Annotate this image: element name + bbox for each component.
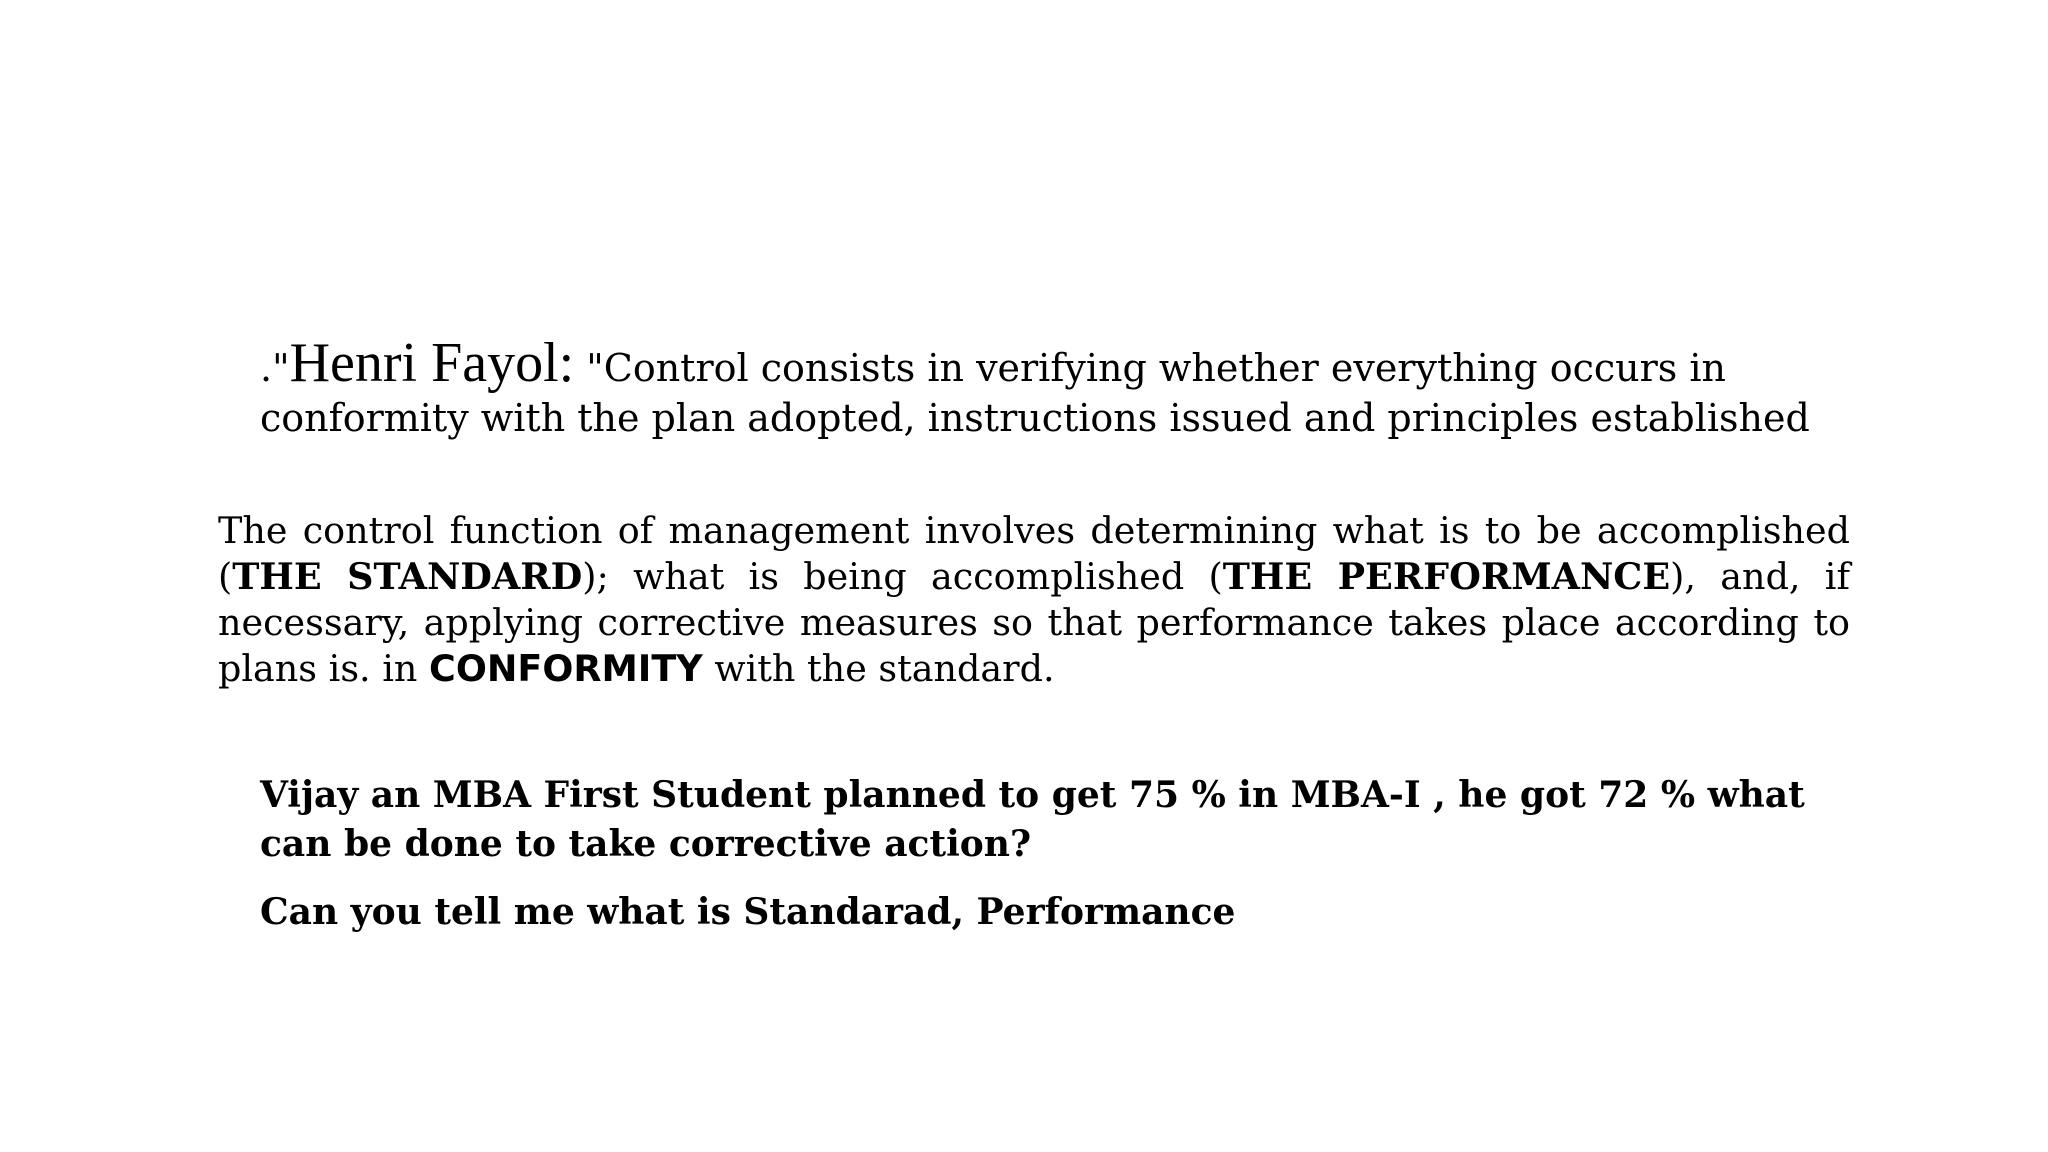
paragraph-text-3: ), and, if necessary, applying corrective measures so that performance takes place according to plans is. in bbox=[218, 555, 1850, 690]
quote-line-2: conformity with the plan adopted, instructions issued and principles established bbox=[260, 396, 1810, 440]
fayol-quote bbox=[260, 332, 1840, 443]
keyword-performance: THE PERFORMANCE bbox=[1222, 555, 1671, 598]
keyword-standard: THE STANDARD bbox=[232, 555, 583, 598]
keyword-conformity: CONFORMITY bbox=[429, 647, 703, 690]
quote-text-1: "Control consists in verifying whether everything occurs in bbox=[574, 346, 1727, 390]
paragraph-text-2: ); what is being accomplished ( bbox=[582, 555, 1223, 598]
quote-author: Henri Fayol: bbox=[289, 332, 575, 394]
question-vijay: Vijay an MBA First Student planned to get 75 % in MBA-I , he got 72 % what can be done to take corrective action? bbox=[260, 774, 1805, 865]
quote-prefix: ." bbox=[260, 346, 290, 390]
control-definition-paragraph bbox=[218, 508, 1850, 692]
paragraph-text-4: with the standard. bbox=[702, 647, 1055, 690]
quote-line-1 bbox=[260, 332, 1840, 394]
question-standard-performance: Can you tell me what is Standarad, Performance bbox=[260, 891, 1236, 933]
paragraph-text-1: The control function of management involves determining what is to be accomplished ( bbox=[218, 509, 1850, 598]
